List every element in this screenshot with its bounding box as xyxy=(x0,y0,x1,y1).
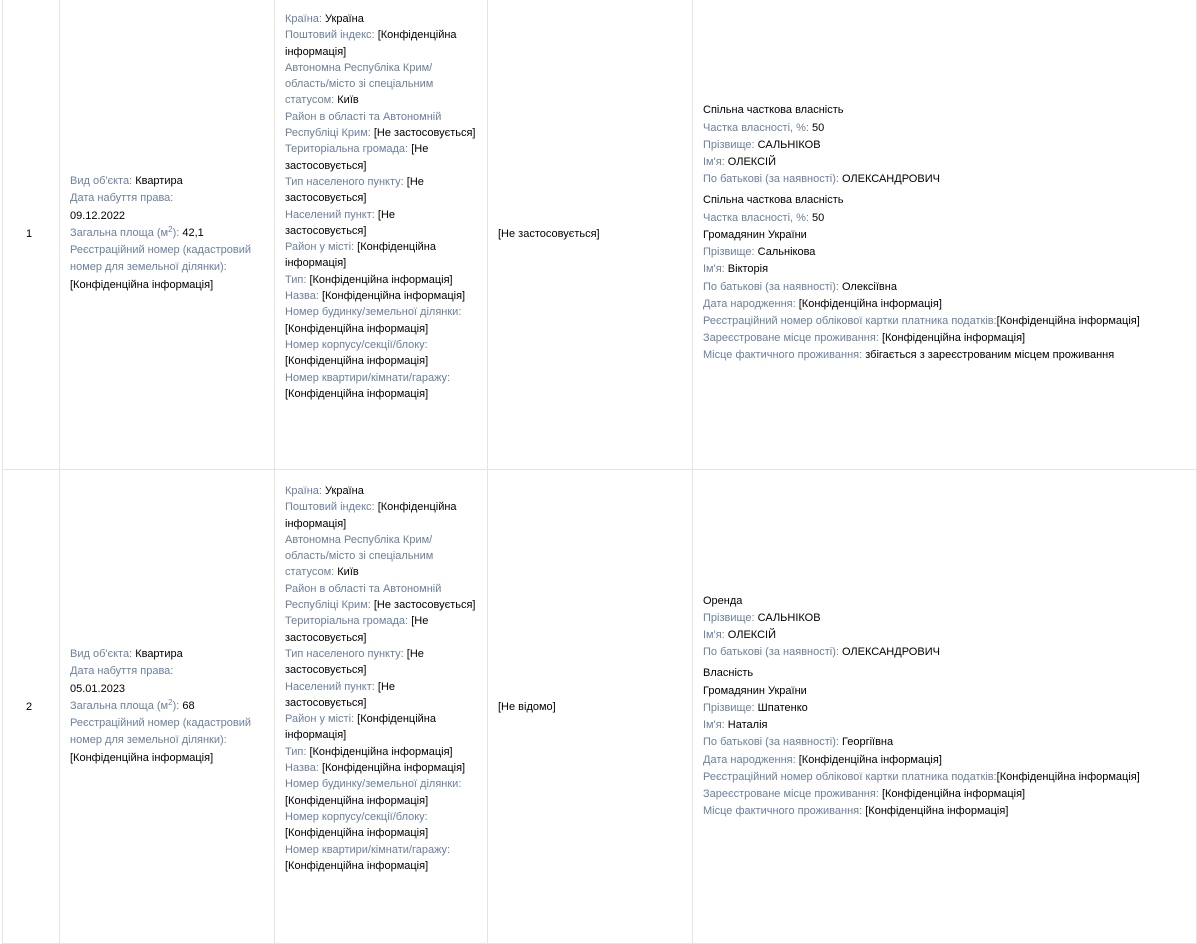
address-field-value: Україна xyxy=(325,13,364,25)
address-field-label: Тип: xyxy=(285,745,307,758)
owner-field-value: Наталія xyxy=(727,719,768,732)
address-field-label: Тип населеного пункту: xyxy=(285,175,404,188)
address-field xyxy=(285,174,477,207)
address-field-value: [Не застосовується] xyxy=(285,208,396,237)
address-field-value: [Конфіденційна інформація] xyxy=(285,713,436,742)
address-field xyxy=(285,370,477,403)
owner-field-label: Прізвище: xyxy=(703,138,755,151)
owner-field-label: По батькові (за наявності): xyxy=(703,646,839,659)
address-field-label: Район у місті: xyxy=(285,713,355,726)
owner-field xyxy=(703,717,1186,734)
address-field-value: [Конфіденційна інформація] xyxy=(285,387,429,400)
address-field xyxy=(285,109,477,142)
area-label: Загальна площа $(м^2)$: xyxy=(70,224,180,239)
owner-field-label: Місце фактичного проживання: xyxy=(703,805,863,818)
address-field-label: Поштовий індекс: xyxy=(285,501,375,514)
address-field xyxy=(285,679,477,712)
owners-cell xyxy=(693,470,1197,944)
address-field xyxy=(285,646,477,679)
cadastral-number-value: [Конфіденційна інформація] xyxy=(70,751,214,764)
owner-field xyxy=(703,786,1186,803)
owner-field-label: Частка власності, %: xyxy=(703,211,809,224)
owner-field-label: Ім'я: xyxy=(703,719,725,732)
owner-field xyxy=(703,227,1186,244)
owner-field-value: ОЛЕКСІЙ xyxy=(727,156,776,169)
address-cell xyxy=(275,0,488,470)
owner-field-value: Вікторія xyxy=(727,263,769,276)
owner-field xyxy=(703,700,1186,717)
address-field xyxy=(285,207,477,240)
address-field-label: Район у місті: xyxy=(285,241,355,254)
address-field-value: [Не застосовується] xyxy=(285,615,429,644)
rights-cell xyxy=(488,0,693,470)
owner-field-value: ОЛЕКСАНДРОВИЧ xyxy=(842,646,940,659)
owner-field-value: Громадянин України xyxy=(703,228,807,241)
cadastral-number-value: [Конфіденційна інформація] xyxy=(70,278,214,291)
owner-field-value: 50 xyxy=(812,121,825,134)
address-field-label: Поштовий індекс: xyxy=(285,29,375,42)
object-cell xyxy=(60,470,275,944)
object-type-value: Квартира xyxy=(135,174,183,187)
address-field-label: Номер будинку/земельної ділянки: xyxy=(285,778,462,791)
owner-field xyxy=(703,593,1186,610)
owner-field-value: [Конфіденційна інформація] xyxy=(798,753,942,766)
owner-block xyxy=(703,102,1186,188)
row-number: 1 xyxy=(25,227,33,240)
owner-field-value: [Конфіденційна інформація] xyxy=(996,770,1140,783)
rights-cell xyxy=(488,470,693,944)
address-field-value: [Не застосовується] xyxy=(373,599,476,612)
address-field xyxy=(285,776,477,809)
owner-field-value: Громадянин України xyxy=(703,684,807,697)
object-cell xyxy=(60,0,275,470)
address-field xyxy=(285,809,477,842)
owner-field-label: Реєстраційний номер облікової картки платника податків: xyxy=(703,770,997,783)
address-field-label: Назва: xyxy=(285,290,319,303)
owner-field-label: Дата народження: xyxy=(703,297,796,310)
owner-field-value: 50 xyxy=(812,211,825,224)
address-field-label: Номер квартири/кімнати/гаражу: xyxy=(285,371,451,384)
address-field-value: Київ xyxy=(337,94,359,107)
address-field xyxy=(285,141,477,174)
owner-field xyxy=(703,244,1186,261)
owner-field xyxy=(703,210,1186,227)
owner-field xyxy=(703,330,1186,347)
owner-field xyxy=(703,171,1186,188)
address-field-value: [Не застосовується] xyxy=(285,680,396,709)
property-table xyxy=(2,0,1197,944)
owner-block xyxy=(703,593,1186,662)
row-number-cell xyxy=(3,470,60,944)
address-field-label: Тип: xyxy=(285,273,307,286)
address-field xyxy=(285,532,477,581)
owner-field-value: ОЛЕКСАНДРОВИЧ xyxy=(842,173,940,186)
property-table-body xyxy=(3,0,1197,944)
address-field xyxy=(285,239,477,272)
owner-field-label: По батькові (за наявності): xyxy=(703,736,839,749)
owner-field xyxy=(703,752,1186,769)
address-field-label: Номер квартири/кімнати/гаражу: xyxy=(285,843,451,856)
owner-field-label: Частка власності, %: xyxy=(703,121,809,134)
address-field xyxy=(285,711,477,744)
owner-field xyxy=(703,137,1186,154)
address-field-value: [Конфіденційна інформація] xyxy=(285,355,429,368)
owner-field-value: Спільна часткова власність xyxy=(703,194,844,207)
owner-field xyxy=(703,683,1186,700)
owner-field xyxy=(703,313,1186,330)
address-field xyxy=(285,60,477,109)
address-field-value: Київ xyxy=(337,566,359,579)
owner-field xyxy=(703,261,1186,278)
owner-field-value: [Конфіденційна інформація] xyxy=(996,314,1140,327)
address-field xyxy=(285,613,477,646)
owner-field xyxy=(703,279,1186,296)
owner-field xyxy=(703,120,1186,137)
owner-field-value: Власність xyxy=(703,667,754,680)
owner-field-value: Шпатенко xyxy=(757,701,808,714)
acquisition-date-value: 05.01.2023 xyxy=(70,682,126,695)
owner-field xyxy=(703,644,1186,661)
owner-field xyxy=(703,296,1186,313)
owners-cell xyxy=(693,0,1197,470)
address-field xyxy=(285,11,477,27)
rights-value: [Не відомо] xyxy=(498,700,556,713)
owner-field-label: По батькові (за наявності): xyxy=(703,280,839,293)
address-cell xyxy=(275,470,488,944)
owner-field-value: САЛЬНІКОВ xyxy=(757,611,821,624)
owner-field-label: Дата народження: xyxy=(703,753,796,766)
address-field-label: Територіальна громада: xyxy=(285,143,409,156)
address-field-label: Населений пункт: xyxy=(285,680,375,693)
address-field xyxy=(285,760,477,776)
address-field-value: Україна xyxy=(325,485,364,497)
address-field-label: Номер будинку/земельної ділянки: xyxy=(285,306,462,319)
address-field-value: [Конфіденційна інформація] xyxy=(321,762,466,775)
owner-field-value: САЛЬНІКОВ xyxy=(757,138,821,151)
address-field-value: [Конфіденційна інформація] xyxy=(309,745,453,758)
address-field-label: Номер корпусу/секції/блоку: xyxy=(285,338,428,351)
address-field-label: Населений пункт: xyxy=(285,208,375,221)
owner-field-value: Сальнікова xyxy=(757,246,816,259)
acquisition-date-label: Дата набуття права: xyxy=(70,665,174,678)
acquisition-date-label: Дата набуття права: xyxy=(70,192,174,205)
address-field xyxy=(285,288,477,304)
rights-value: [Не застосовується] xyxy=(498,227,600,240)
area-value: 68 xyxy=(182,699,195,712)
address-field xyxy=(285,304,477,337)
owner-field-value: [Конфіденційна інформація] xyxy=(865,805,1009,818)
address-field-value: [Конфіденційна інформація] xyxy=(285,241,436,270)
owner-field xyxy=(703,803,1186,820)
address-field-label: Тип населеного пункту: xyxy=(285,647,404,660)
address-field-value: [Не застосовується] xyxy=(285,175,424,205)
address-field-value: [Конфіденційна інформація] xyxy=(285,794,429,807)
owner-block xyxy=(703,665,1186,820)
owner-field xyxy=(703,102,1186,119)
owner-field-value: [Конфіденційна інформація] xyxy=(798,297,942,310)
owner-field xyxy=(703,154,1186,171)
owner-field xyxy=(703,769,1186,786)
address-field xyxy=(285,337,477,370)
owner-field-value: [Конфіденційна інформація] xyxy=(881,332,1026,345)
declaration-table-frame xyxy=(2,0,1140,944)
owner-field-value: ОЛЕКСІЙ xyxy=(727,629,776,642)
address-field-value: [Конфіденційна інформація] xyxy=(285,29,457,58)
owner-field-label: Ім'я: xyxy=(703,156,725,169)
address-field-value: [Конфіденційна інформація] xyxy=(309,273,453,286)
owner-field-label: Зареєстроване місце проживання: xyxy=(703,332,879,345)
owner-field xyxy=(703,192,1186,209)
address-field-value: [Конфіденційна інформація] xyxy=(285,322,429,335)
owner-field xyxy=(703,610,1186,627)
address-field-value: [Не застосовується] xyxy=(285,647,424,677)
area-value: 42,1 xyxy=(182,226,204,239)
table-row xyxy=(3,470,1197,944)
address-field xyxy=(285,272,477,288)
owner-field xyxy=(703,665,1186,682)
owner-field-label: Ім'я: xyxy=(703,629,725,642)
address-field xyxy=(285,27,477,60)
owner-field xyxy=(703,347,1186,364)
address-field-label: Автономна Республіка Крим/ область/місто зі спеціальним статусом: xyxy=(285,61,434,107)
address-field xyxy=(285,581,477,614)
address-field xyxy=(285,842,477,875)
owner-field-label: Ім'я: xyxy=(703,263,725,276)
address-field-value: [Не застосовується] xyxy=(373,127,476,140)
address-field-label: Район в області та Автономній Республіці Крим: xyxy=(285,110,442,140)
address-field-value: [Конфіденційна інформація] xyxy=(285,501,457,530)
area-label: Загальна площа $(м^2)$: xyxy=(70,697,180,712)
owner-field-value: Олексіївна xyxy=(842,280,897,293)
object-type-label: Вид об'єкта: xyxy=(70,174,133,187)
address-field-label: Назва: xyxy=(285,762,319,775)
owner-field-label: Зареєстроване місце проживання: xyxy=(703,787,879,800)
owner-field xyxy=(703,627,1186,644)
owner-field xyxy=(703,734,1186,751)
address-field-value: [Конфіденційна інформація] xyxy=(285,859,429,872)
owner-field-value: Георгіївна xyxy=(842,736,894,749)
owner-field-value: Спільна часткова власність xyxy=(703,104,844,117)
row-number: 2 xyxy=(25,700,33,713)
row-number-cell xyxy=(3,0,60,470)
owner-field-value: [Конфіденційна інформація] xyxy=(881,787,1026,800)
address-field-value: [Не застосовується] xyxy=(285,143,429,172)
object-type-label: Вид об'єкта: xyxy=(70,647,133,660)
owner-block xyxy=(703,192,1186,364)
address-field xyxy=(285,483,477,499)
table-row xyxy=(3,0,1197,470)
address-field-label: Країна: xyxy=(285,13,322,25)
object-type-value: Квартира xyxy=(135,647,183,660)
acquisition-date-value: 09.12.2022 xyxy=(70,209,126,222)
owner-field-label: Реєстраційний номер облікової картки платника податків: xyxy=(703,314,997,327)
owner-field-value: Оренда xyxy=(703,594,743,607)
owner-field-label: Прізвище: xyxy=(703,701,755,714)
owner-field-label: Прізвище: xyxy=(703,611,755,624)
address-field-value: [Конфіденційна інформація] xyxy=(321,290,466,303)
owner-field-label: Місце фактичного проживання: xyxy=(703,349,863,362)
address-field-label: Країна: xyxy=(285,485,322,497)
owner-field-label: Прізвище: xyxy=(703,246,755,259)
owner-field-label: По батькові (за наявності): xyxy=(703,173,839,186)
address-field-label: Автономна Республіка Крим/ область/місто зі спеціальним статусом: xyxy=(285,533,434,579)
cadastral-number-label: Реєстраційний номер (кадастровий номер для земельної ділянки): xyxy=(70,244,251,274)
cadastral-number-label: Реєстраційний номер (кадастровий номер для земельної ділянки): xyxy=(70,717,251,747)
address-field-value: [Конфіденційна інформація] xyxy=(285,827,429,840)
address-field xyxy=(285,499,477,532)
owner-field-value: збігається з зареєстрованим місцем проживання xyxy=(865,349,1115,362)
address-field-label: Номер корпусу/секції/блоку: xyxy=(285,810,428,823)
address-field xyxy=(285,744,477,760)
address-field-label: Територіальна громада: xyxy=(285,615,409,628)
address-field-label: Район в області та Автономній Республіці Крим: xyxy=(285,582,442,612)
